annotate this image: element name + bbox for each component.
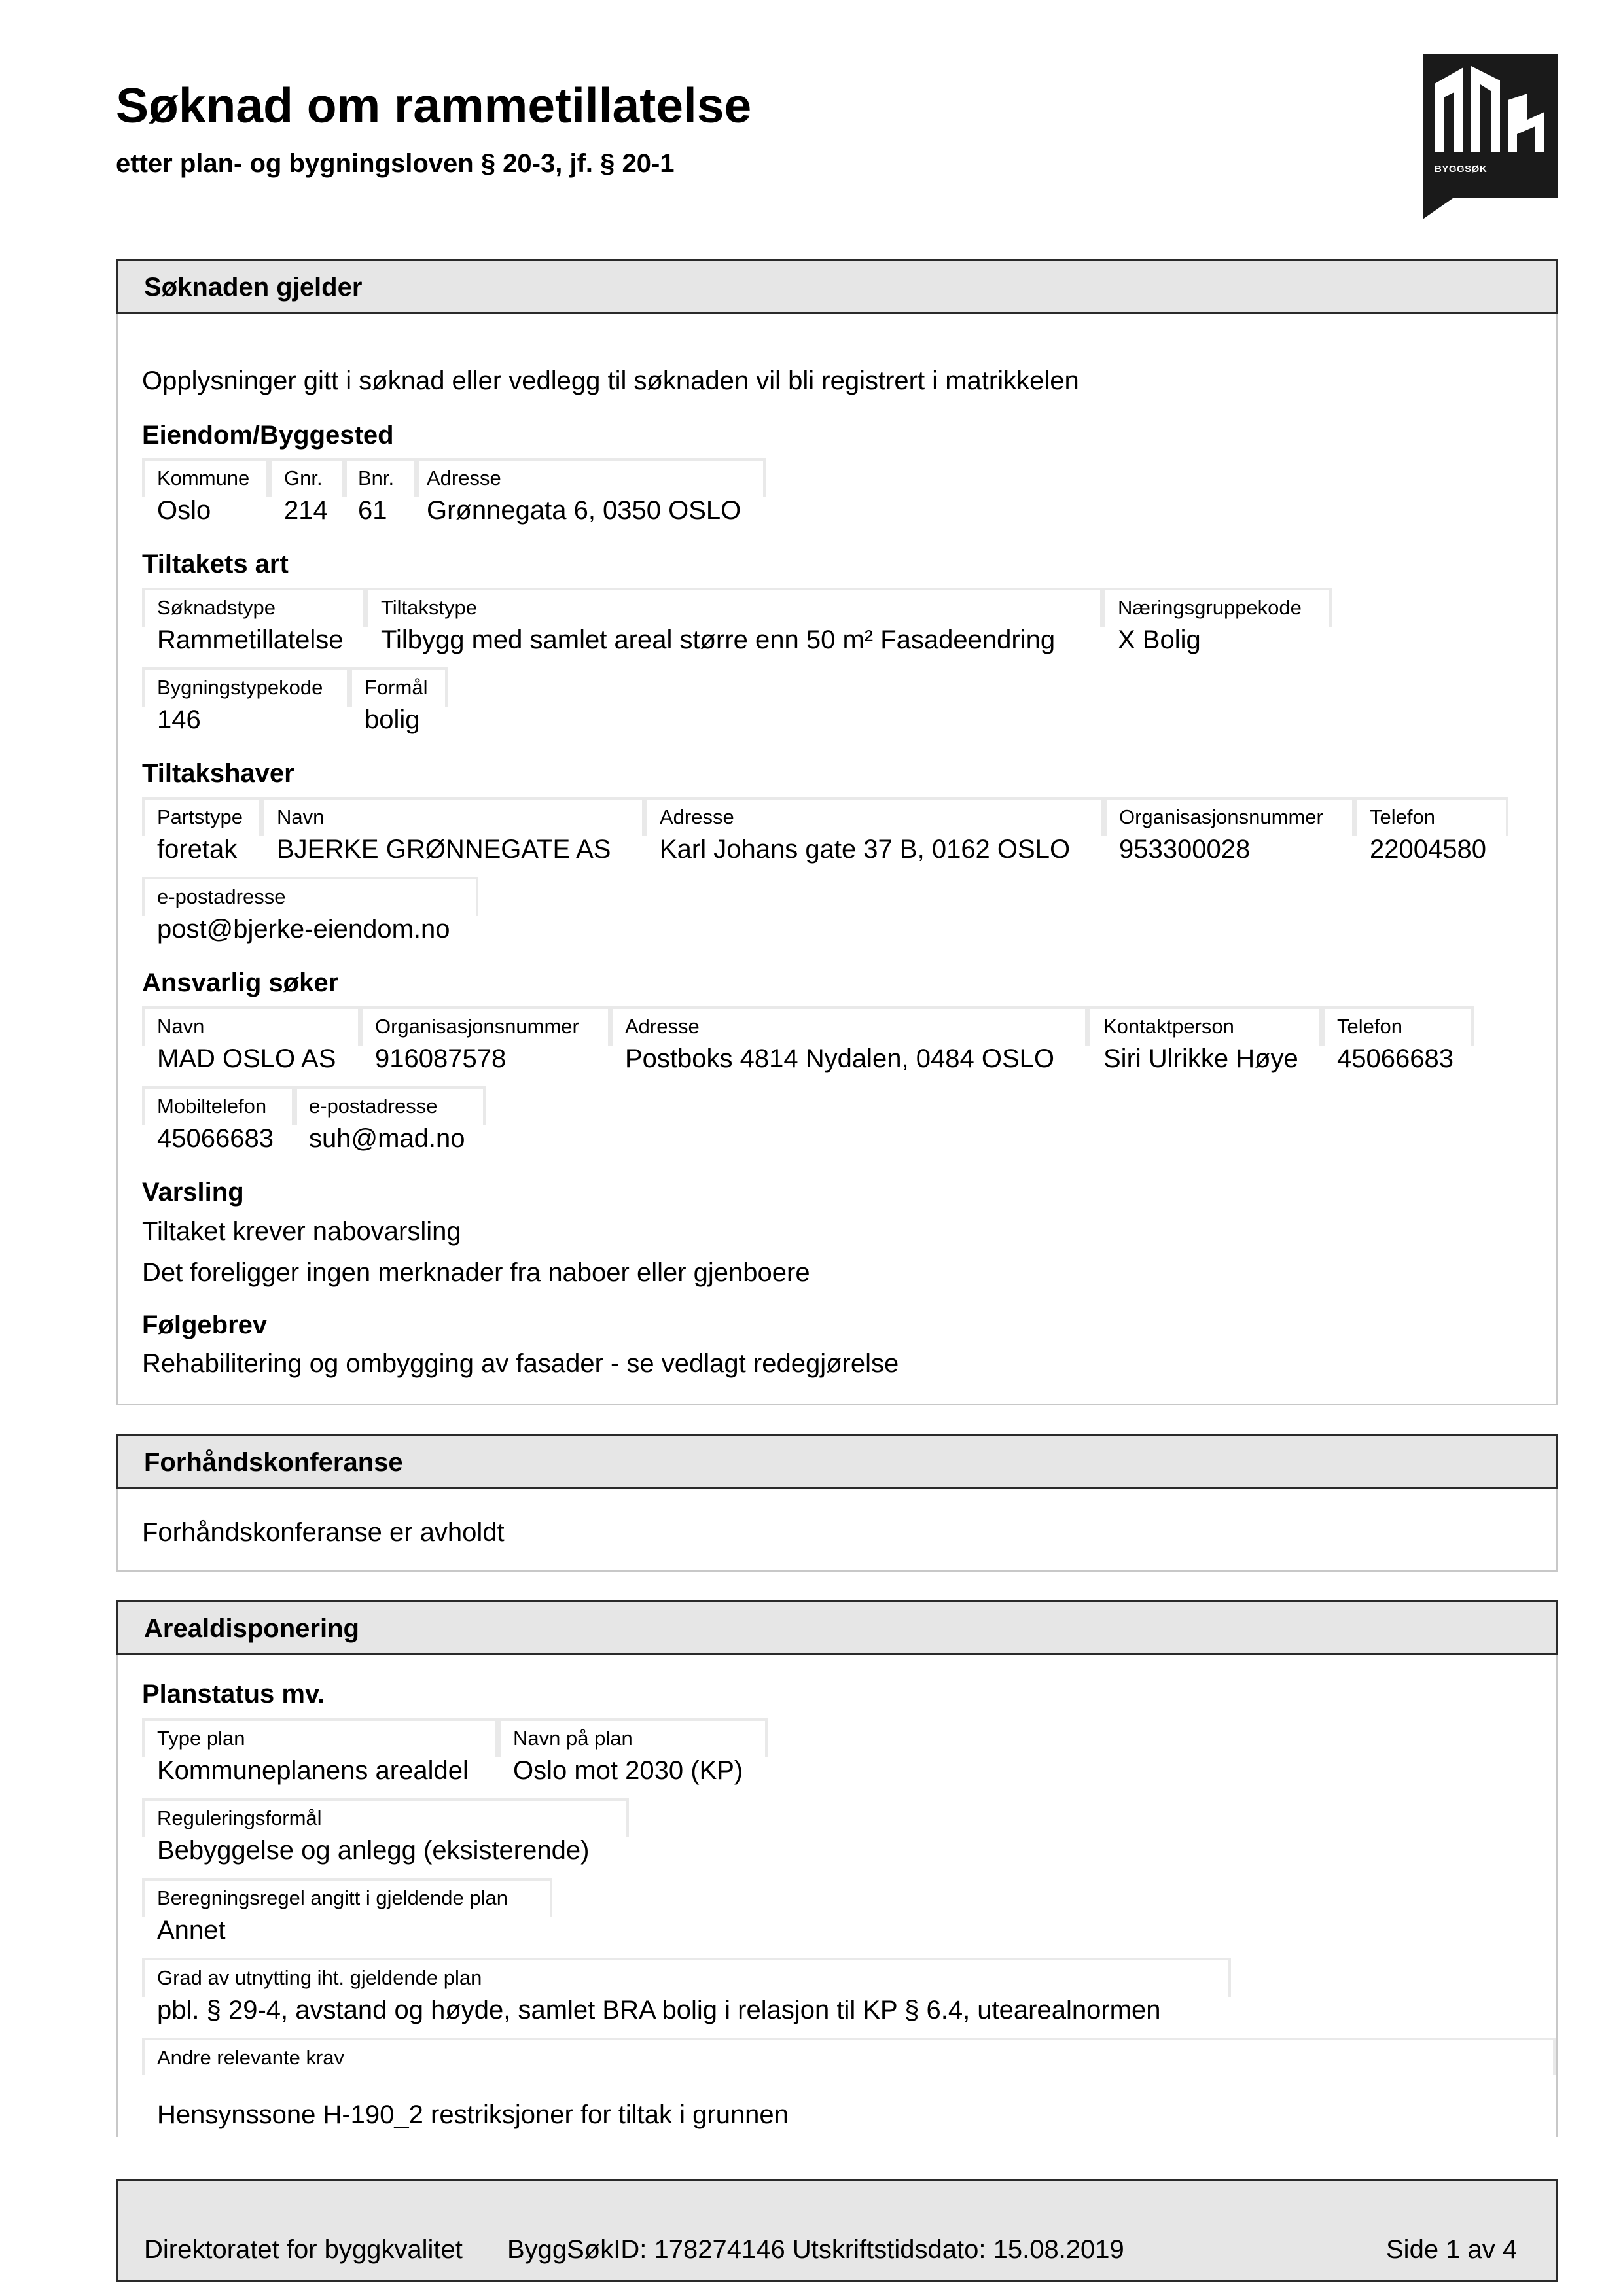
eiendom-heading: Eiendom/Byggested [142,421,394,450]
tiltakshaver-heading: Tiltakshaver [142,759,294,788]
formal-label: Formål [365,676,428,699]
orgnr-value: 953300028 [1119,835,1251,864]
grad-utnytting-label: Grad av utnytting iht. gjeldende plan [157,1966,482,1989]
bnr-value: 61 [358,496,387,525]
field-box [142,2038,1556,2075]
telefon-label: Telefon [1337,1015,1402,1038]
kommune-label: Kommune [157,467,250,489]
ansvarlig-heading: Ansvarlig søker [142,968,339,997]
reguleringsformal-label: Reguleringsformål [157,1807,322,1829]
soknadstype-label: Søknadstype [157,596,276,619]
navn-label: Navn [157,1015,205,1038]
bygningstype-value: 146 [157,705,201,734]
section-header [116,259,1558,314]
adresse-label: Adresse [427,467,501,489]
section-header [116,1600,1558,1655]
footer-organization: Direktoratet for byggkvalitet [144,2235,463,2264]
varsling-line: Tiltaket krever nabovarsling [142,1217,461,1246]
mobiltelefon-label: Mobiltelefon [157,1095,267,1118]
intro-text: Opplysninger gitt i søknad eller vedlegg til søknaden vil bli registrert i matrikkelen [142,366,1079,395]
naering-value: X Bolig [1118,626,1201,654]
adresse-value: Karl Johans gate 37 B, 0162 OSLO [660,835,1071,864]
orgnr-label: Organisasjonsnummer [375,1015,579,1038]
bnr-label: Bnr. [358,467,395,489]
epost-label: e-postadresse [309,1095,438,1118]
kommune-value: Oslo [157,496,211,525]
soknadstype-value: Rammetillatelse [157,626,344,654]
section-title: Søknaden gjelder [144,273,363,302]
kontaktperson-label: Kontaktperson [1103,1015,1234,1038]
orgnr-label: Organisasjonsnummer [1119,805,1323,828]
gnr-value: 214 [284,496,328,525]
beregningsregel-label: Beregningsregel angitt i gjeldende plan [157,1886,508,1909]
telefon-value: 22004580 [1370,835,1486,864]
orgnr-value: 916087578 [375,1044,507,1073]
varsling-line: Det foreligger ingen merknader fra naboer eller gjenboere [142,1258,810,1287]
section-header [116,1434,1558,1489]
grad-utnytting-value: pbl. § 29-4, avstand og høyde, samlet BRA bolig i relasjon til KP § 6.4, utearealnormen [157,1996,1161,2024]
navn-plan-label: Navn på plan [513,1727,633,1750]
navn-plan-value: Oslo mot 2030 (KP) [513,1756,743,1785]
andre-krav-value: Hensynssone H-190_2 restriksjoner for tiltak i grunnen [157,2100,789,2129]
footer-page-number: Side 1 av 4 [1386,2235,1518,2264]
logo-tail [1423,198,1453,219]
partstype-label: Partstype [157,805,243,828]
adresse-label: Adresse [660,805,734,828]
bygningstype-label: Bygningstypekode [157,676,323,699]
forhandskonferanse-text: Forhåndskonferanse er avholdt [142,1518,505,1547]
byggsok-logo-icon [1423,54,1558,198]
epost-label: e-postadresse [157,885,286,908]
logo-text: BYGGSØK [1435,164,1488,175]
gnr-label: Gnr. [284,467,323,489]
mobiltelefon-value: 45066683 [157,1124,274,1153]
tiltak-heading: Tiltakets art [142,550,289,578]
varsling-heading: Varsling [142,1178,244,1207]
naering-label: Næringsgruppekode [1118,596,1302,619]
epost-value: post@bjerke-eiendom.no [157,915,450,944]
section-title: Forhåndskonferanse [144,1448,403,1477]
navn-value: BJERKE GRØNNEGATE AS [277,835,611,864]
section-title: Arealdisponering [144,1614,359,1643]
folgebrev-heading: Følgebrev [142,1311,268,1339]
byggsok-logo [1423,54,1558,198]
partstype-value: foretak [157,835,238,864]
page-footer [116,2179,1558,2282]
formal-value: bolig [365,705,420,734]
tiltakstype-label: Tiltakstype [381,596,478,619]
andre-krav-label: Andre relevante krav [157,2046,345,2069]
section-forhandskonferanse [116,1434,1558,1572]
tiltakstype-value: Tilbygg med samlet areal større enn 50 m² Fasadeendring [381,626,1056,654]
folgebrev-text: Rehabilitering og ombygging av fasader - se vedlagt redegjørelse [142,1349,899,1378]
navn-label: Navn [277,805,325,828]
footer-document-info: ByggSøkID: 178274146 Utskriftstidsdato: 15.08.2019 [507,2235,1124,2264]
document-title: Søknad om rammetillatelse [116,78,752,133]
document-subtitle: etter plan- og bygningsloven § 20-3, jf. § 20-1 [116,149,675,178]
type-plan-value: Kommuneplanens arealdel [157,1756,469,1785]
telefon-label: Telefon [1370,805,1435,828]
type-plan-label: Type plan [157,1727,245,1750]
kontaktperson-value: Siri Ulrikke Høye [1103,1044,1298,1073]
adresse-value: Postboks 4814 Nydalen, 0484 OSLO [625,1044,1054,1073]
navn-value: MAD OSLO AS [157,1044,336,1073]
telefon-value: 45066683 [1337,1044,1454,1073]
epost-value: suh@mad.no [309,1124,465,1153]
beregningsregel-value: Annet [157,1916,226,1945]
adresse-value: Grønnegata 6, 0350 OSLO [427,496,741,525]
reguleringsformal-value: Bebyggelse og anlegg (eksisterende) [157,1836,590,1865]
adresse-label: Adresse [625,1015,700,1038]
planstatus-heading: Planstatus mv. [142,1680,325,1708]
